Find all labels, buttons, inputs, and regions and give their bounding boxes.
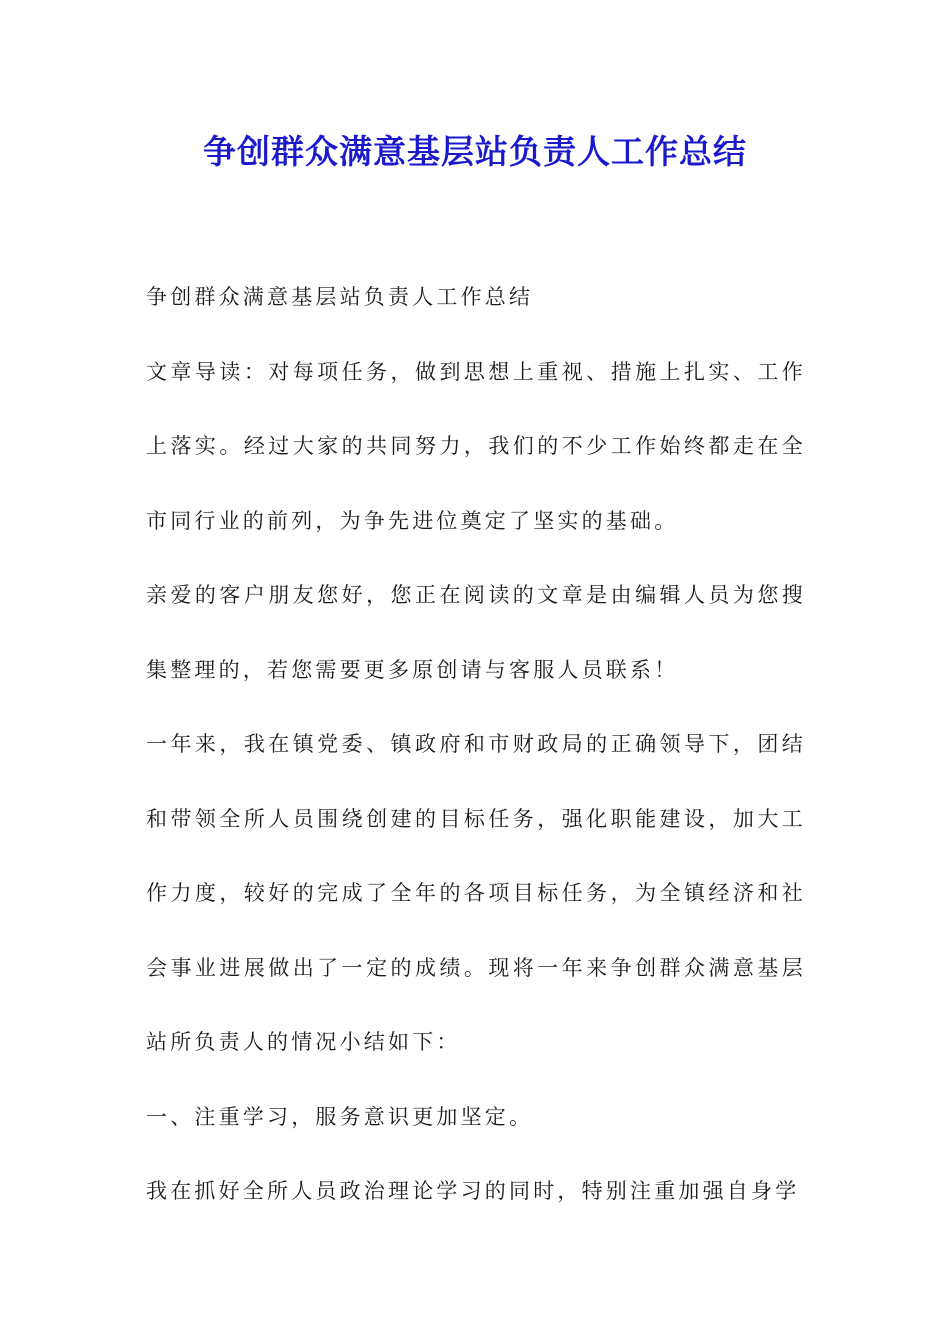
paragraph-subtitle: 争创群众满意基层站负责人工作总结 bbox=[146, 285, 534, 309]
document-title: 争创群众满意基层站负责人工作总结 bbox=[203, 132, 747, 171]
paragraph-intro: 文章导读：对每项任务，做到思想上重视、措施上扎实、工作上落实。经过大家的共同努力，我们的不少工作始终都走在全市同行业的前列，为争先进位奠定了坚实的基础。 bbox=[146, 359, 806, 533]
document-body bbox=[146, 260, 806, 1229]
paragraph-summary: 一年来，我在镇党委、镇政府和市财政局的正确领导下，团结和带领全所人员围绕创建的目标任务，强化职能建设，加大工作力度，较好的完成了全年的各项目标任务，为全镇经济和社会事业进展做出了一定的成绩。现将一年来争创群众满意基层站所负责人的情况小结如下： bbox=[146, 732, 806, 1054]
paragraph-section-heading: 一、注重学习，服务意识更加坚定。 bbox=[146, 1104, 534, 1129]
paragraph-greeting: 亲爱的客户朋友您好，您正在阅读的文章是由编辑人员为您搜集整理的，若您需要更多原创请与客服人员联系！ bbox=[146, 583, 806, 682]
paragraph-section-body: 我在抓好全所人员政治理论学习的同时，特别注重加强自身学 bbox=[146, 1179, 800, 1203]
